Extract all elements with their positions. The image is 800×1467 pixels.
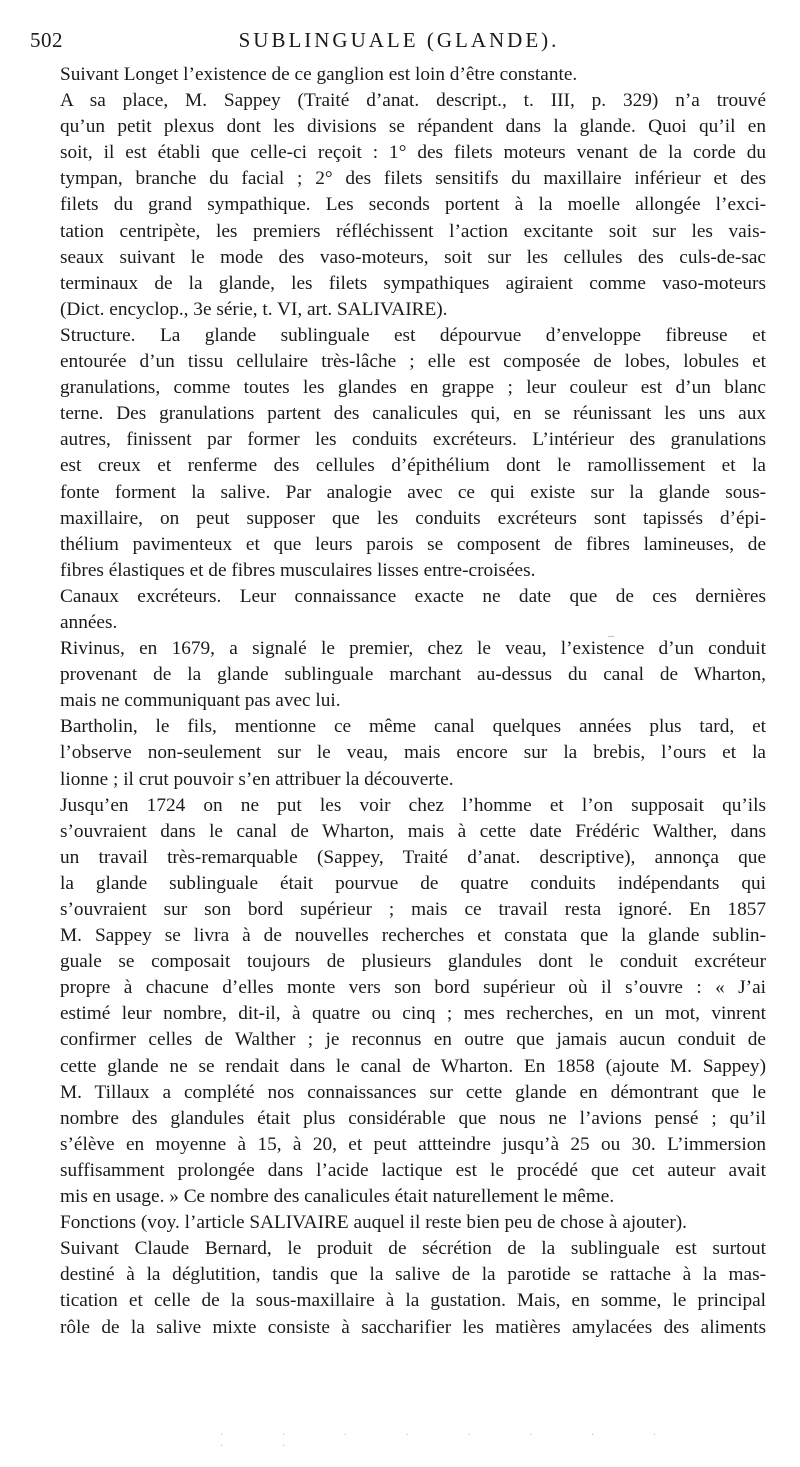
text-line: s’ouvraient dans le canal de Wharton, mais à cette date Frédéric Walther, dans bbox=[60, 820, 766, 842]
text-line: tympan, branche du facial ; 2° des filets sensitifs du maxillaire inférieur et des bbox=[60, 168, 766, 190]
text-line: A sa place, M. Sappey (Traité d’anat. descript., t. III, p. 329) n’a trouvé bbox=[60, 90, 766, 112]
text-line: mais ne communiquant pas avec lui. bbox=[60, 690, 341, 712]
text-line: seaux suivant le mode des vaso-moteurs, soit sur les cellules des culs-de-sac bbox=[60, 246, 766, 268]
text-line: Jusqu’en 1724 on ne put les voir chez l’homme et l’on supposait qu’ils bbox=[60, 794, 766, 816]
text-line: lionne ; il crut pouvoir s’en attribuer la découverte. bbox=[60, 768, 454, 790]
text-line: s’ouvraient sur son bord supérieur ; mais ce travail resta ignoré. En 1857 bbox=[60, 899, 766, 920]
text-line: (Dict. encyclop., 3e série, t. VI, art. SALIVAIRE). bbox=[60, 298, 448, 320]
text-line: granulations, comme toutes les glandes en grappe ; leur couleur est d’un blanc bbox=[60, 377, 766, 399]
text-line: tication et celle de la sous-maxillaire à la gustation. Mais, en somme, le principal bbox=[60, 1290, 766, 1312]
stray-mark: – bbox=[608, 628, 614, 642]
text-line: suffisamment prolongée dans l’acide lactique est le procédé que cet auteur avait bbox=[60, 1159, 766, 1181]
text-line: mis en usage. » Ce nombre des canalicules était naturellement le même. bbox=[60, 1186, 615, 1208]
text-line: l’observe non-seulement sur le veau, mais encore sur la brebis, l’ours et la bbox=[60, 742, 766, 764]
text-line: propre à chacune d’elles monte vers son bord supérieur où il s’ouvre : « J’ai bbox=[60, 977, 766, 999]
text-line: autres, finissent par former les conduits excréteurs. L’intérieur des granulations bbox=[60, 429, 766, 451]
text-line: tation centripète, les premiers réfléchissent l’action excitante soit sur les vais- bbox=[60, 220, 766, 242]
text-line: estimé leur nombre, dit-il, à quatre ou cinq ; mes recherches, en un mot, vinrent bbox=[60, 1003, 766, 1025]
text-line: provenant de la glande sublinguale marchant au-dessus du canal de Wharton, bbox=[60, 664, 766, 686]
text-line: Structure. La glande sublinguale est dépourvue d’enveloppe fibreuse et bbox=[60, 324, 766, 346]
text-line: s’élève en moyenne à 15, à 20, et peut attteindre jusqu’à 25 ou 30. L’immersion bbox=[60, 1133, 766, 1155]
text-line: Fonctions (voy. l’article SALIVAIRE auquel il reste bien peu de chose à ajouter). bbox=[60, 1212, 687, 1234]
text-line: terne. Des granulations partent des canalicules qui, en se réunissant les uns aux bbox=[60, 403, 766, 425]
text-line: la glande sublinguale était pourvue de quatre conduits indépendants qui bbox=[60, 872, 766, 894]
text-line: rôle de la salive mixte consiste à saccharifier les matières amylacées des aliments bbox=[60, 1316, 766, 1338]
text-line: cette glande ne se rendait dans le canal de Wharton. En 1858 (ajoute M. Sappey) bbox=[60, 1055, 766, 1077]
text-line: M. Sappey se livra à de nouvelles recherches et constata que la glande sublin- bbox=[60, 925, 766, 947]
text-line: est creux et renferme des cellules d’épithélium dont le ramollissement et la bbox=[60, 455, 766, 477]
text-line: nombre des glandules était plus considérable que nous ne l’avions pensé ; qu’il bbox=[60, 1107, 766, 1129]
text-line: guale se composait toujours de plusieurs glandules dont le conduit excréteur bbox=[60, 951, 766, 973]
text-line: M. Tillaux a complété nos connaissances sur cette glande en démontrant que le bbox=[60, 1081, 766, 1103]
text-line: fonte forment la salive. Par analogie avec ce qui existe sur la glande sous- bbox=[60, 481, 766, 503]
text-line: années. bbox=[60, 611, 118, 633]
text-line: destiné à la déglutition, tandis que la salive de la parotide se rattache à la mas- bbox=[60, 1264, 766, 1286]
text-line: Suivant Longet l’existence de ce ganglion est loin d’être constante. bbox=[60, 64, 578, 85]
text-line: Canaux excréteurs. Leur connaissance exacte ne date que de ces dernières bbox=[60, 585, 766, 607]
page-number: 502 bbox=[30, 28, 63, 52]
body-text bbox=[60, 62, 766, 1341]
text-line: un travail très-remarquable (Sappey, Traité d’anat. descriptive), annonça que bbox=[60, 846, 766, 868]
text-line: qu’un petit plexus dont les divisions se répandent dans la glande. Quoi qu’il en bbox=[60, 116, 766, 138]
text-line: Rivinus, en 1679, a signalé le premier, chez le veau, l’existence d’un conduit bbox=[60, 638, 766, 660]
text-line: terminaux de la glande, les filets sympathiques agiraient comme vaso-moteurs bbox=[60, 272, 766, 294]
text-line: maxillaire, on peut supposer que les conduits excréteurs sont tapissés d’épi- bbox=[60, 507, 766, 529]
text-line: entourée d’un tissu cellulaire très-lâche ; elle est composée de lobes, lobules et bbox=[60, 351, 766, 373]
text-line: Suivant Claude Bernard, le produit de sécrétion de la sublinguale est surtout bbox=[60, 1238, 766, 1260]
text-line: thélium pavimenteux et que leurs parois se composent de fibres lamineuses, de bbox=[60, 533, 766, 555]
bottom-print-marks: · · · · · · · · · · bbox=[220, 1430, 685, 1452]
text-line: filets du grand sympathique. Les seconds portent à la moelle allongée l’exci- bbox=[60, 194, 766, 216]
page-header bbox=[30, 28, 768, 58]
text-line: fibres élastiques et de fibres musculaires lisses entre-croisées. bbox=[60, 559, 536, 581]
text-line: soit, il est établi que celle-ci reçoit : 1° des filets moteurs venant de la corde du bbox=[60, 142, 766, 164]
text-line: confirmer celles de Walther ; je reconnus en outre que jamais aucun conduit de bbox=[60, 1029, 766, 1051]
text-line: Bartholin, le fils, mentionne ce même canal quelques années plus tard, et bbox=[60, 716, 766, 738]
running-head: SUBLINGUALE (GLANDE). bbox=[238, 28, 560, 52]
